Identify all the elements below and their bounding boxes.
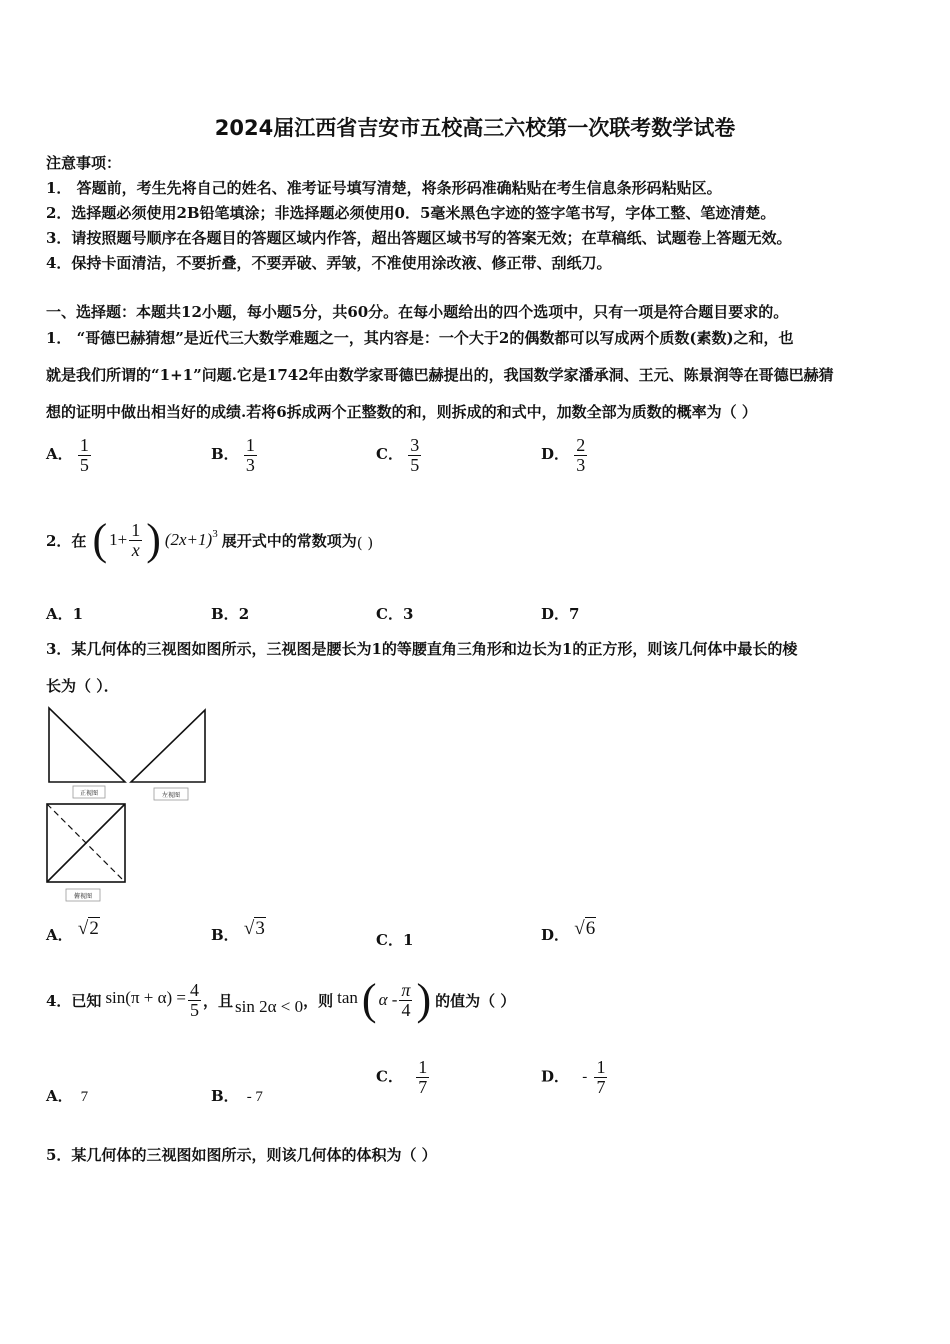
q4-mid-2: ，则 [303,991,334,1010]
q2-exponent: 3 [212,528,218,540]
q3-option-c [376,929,413,950]
q3-option-b-radicand: 3 [255,918,265,939]
q1-option-c-den: 5 [410,454,420,475]
q2-fraction [129,521,142,560]
q2-option-a-label: A． [46,605,73,623]
q2-option-a [46,603,83,624]
q1-option-a-fraction [78,436,91,475]
q3-option-a-sqrt: √2 [77,918,99,939]
q2-frac-den: x [131,539,140,560]
q2-option-c-value: 3 [402,605,414,623]
q3-option-c-value: 1 [402,931,414,949]
q2-stem [46,515,374,564]
q3-option-b-sqrt: √3 [243,918,265,939]
q4-option-d-den: 7 [596,1076,606,1097]
side-view-label: 左视图 [161,792,181,799]
q4-option-d-fraction [594,1058,607,1097]
q2-option-d-value: 7 [569,605,580,623]
q4-option-c-num: 1 [418,1057,428,1077]
q4-option-a-label: A． [46,1087,73,1105]
q4-fraction [188,981,201,1020]
q4-tan-num: π [401,979,411,1000]
q1-option-a [46,436,91,475]
q4-suffix: 的值为（ ） [435,991,516,1010]
q4-option-a [46,1085,88,1106]
q1-option-d-num: 2 [576,435,586,455]
q1-option-d-den: 3 [576,454,586,475]
q3-option-d-label: D． [541,926,570,944]
q4-frac-num: 4 [190,979,200,1000]
q4-tan-den: 4 [401,999,411,1020]
notice-item-3: 3．请按照题号顺序在各题目的答题区域内作答，超出答题区域书写的答案无效；在草稿纸、试题卷上答题无效。 [46,229,792,247]
q2-option-d-label: D． [541,605,570,623]
q1-option-a-label: A． [46,445,73,464]
q4-prefix: 4．已知 [46,991,102,1010]
q2-option-a-value: 1 [72,605,84,623]
q2-option-b-value: 2 [238,605,250,623]
q1-option-b-num: 1 [245,435,255,455]
q3-option-a [46,918,100,945]
q1-line-3: 想的证明中做出相当好的成绩.若将6拆成两个正整数的和，则拆成的和式中，加数全部为质数的概率为（ ） [46,403,757,421]
q3-option-c-label: C． [376,931,403,949]
q3-option-b [211,918,266,945]
q1-option-b-fraction [244,436,257,475]
q4-left-paren: ( [361,975,377,1024]
q1-option-a-num: 1 [79,435,89,455]
q4-frac-den: 5 [190,999,200,1020]
q3-option-d-radicand: 6 [585,918,596,939]
q4-option-b-value: - 7 [246,1089,263,1105]
q2-answer-paren: ( ) [356,534,374,552]
q1-option-c-label: C． [376,445,403,464]
q4-option-c-fraction [416,1058,429,1097]
q1-line-2: 就是我们所谓的“1+1”问题.它是1742年由数学家哥德巴赫提出的，我国数学家潘承洞、王元、陈景润等在哥德巴赫猜 [46,366,834,384]
q4-tan-fraction [399,981,412,1020]
q2-expr-tail: (2x+1) [164,530,213,549]
q1-option-d-fraction [574,436,587,475]
q4-right-paren: ) [416,975,432,1024]
q4-option-d-num: 1 [596,1057,606,1077]
q2-option-b-label: B． [211,605,239,623]
q4-sin-expr: sin(π + α) = [105,988,187,1007]
top-view-label: 俯视图 [73,893,93,900]
q1-option-a-den: 5 [79,454,89,475]
q1-option-c-fraction [408,436,421,475]
q4-option-b [211,1085,263,1106]
section-heading: 一、选择题：本题共12小题，每小题5分，共60分。在每小题给出的四个选项中，只有一项是符合题目要求的。 [46,303,789,321]
q4-tan-arg: α - [378,990,398,1009]
q4-condition: sin 2α < 0 [235,997,304,1016]
q2-frac-num: 1 [131,519,141,540]
q1-option-b [211,436,257,475]
q2-option-b [211,603,249,624]
q4-tan-fn: tan [337,988,358,1007]
notice-item-2: 2．选择题必须使用2B铅笔填涂；非选择题必须使用0．5毫米黑色字迹的签字笔书写，字体工整、笔迹清楚。 [46,204,776,222]
q3-option-b-label: B． [211,926,239,944]
notice-item-4: 4．保持卡面清洁，不要折叠，不要弄破、弄皱，不准使用涂改液、修正带、刮纸刀。 [46,254,612,272]
q3-option-a-radicand: 2 [89,918,99,939]
q1-option-b-label: B． [211,445,239,464]
q2-option-d [541,603,579,624]
q1-option-b-den: 3 [245,454,255,475]
q4-option-d [541,1058,607,1097]
q4-option-c-label: C． [376,1067,403,1086]
q4-option-c-den: 7 [418,1076,428,1097]
side-view-triangle [131,710,205,782]
q1-option-d [541,436,587,475]
q4-option-d-sign: - [582,1069,588,1086]
q4-stem [46,975,516,1024]
q3-option-a-label: A． [46,926,73,944]
q4-option-a-value: 7 [80,1089,89,1105]
q2-right-paren: ) [146,515,161,564]
q2-expr-one: 1+ [109,530,128,549]
q1-option-d-label: D． [541,445,570,464]
q3-three-view-figure [40,700,220,910]
q2-left-paren: ( [92,515,108,564]
q4-option-c [376,1058,429,1097]
front-view-triangle [49,708,125,782]
notice-item-1: 1． 答题前，考生先将自己的姓名、准考证号填写清楚，将条形码准确粘贴在考生信息条形码粘贴区。 [46,179,722,197]
q3-option-d-sqrt: √6 [574,918,596,939]
q2-option-c [376,603,413,624]
q2-prefix: 2．在 [46,531,87,550]
notice-heading: 注意事项： [46,154,122,172]
q4-mid-1: ，且 [203,991,234,1010]
q3-line-2: 长为（ ）． [46,677,119,695]
page-title: 2024届江西省吉安市五校高三六校第一次联考数学试卷 [214,116,736,140]
q2-option-c-label: C． [376,605,403,623]
front-view-label: 正视图 [79,790,99,797]
q5-stem: 5．某几何体的三视图如图所示，则该几何体的体积为（ ） [46,1146,437,1164]
q1-line-1: 1． “哥德巴赫猜想”是近代三大数学难题之一，其内容是：一个大于2的偶数都可以写成两个质数(素数)之和，也 [46,329,794,347]
q4-option-b-label: B． [211,1087,239,1105]
q3-option-d [541,918,596,945]
q4-option-d-label: D． [541,1067,570,1086]
q2-suffix: 展开式中的常数项为 [221,531,357,550]
q1-option-c-num: 3 [410,435,420,455]
q1-option-c [376,436,421,475]
q3-line-1: 3．某几何体的三视图如图所示，三视图是腰长为1的等腰直角三角形和边长为1的正方形，则该几何体中最长的棱 [46,640,798,658]
